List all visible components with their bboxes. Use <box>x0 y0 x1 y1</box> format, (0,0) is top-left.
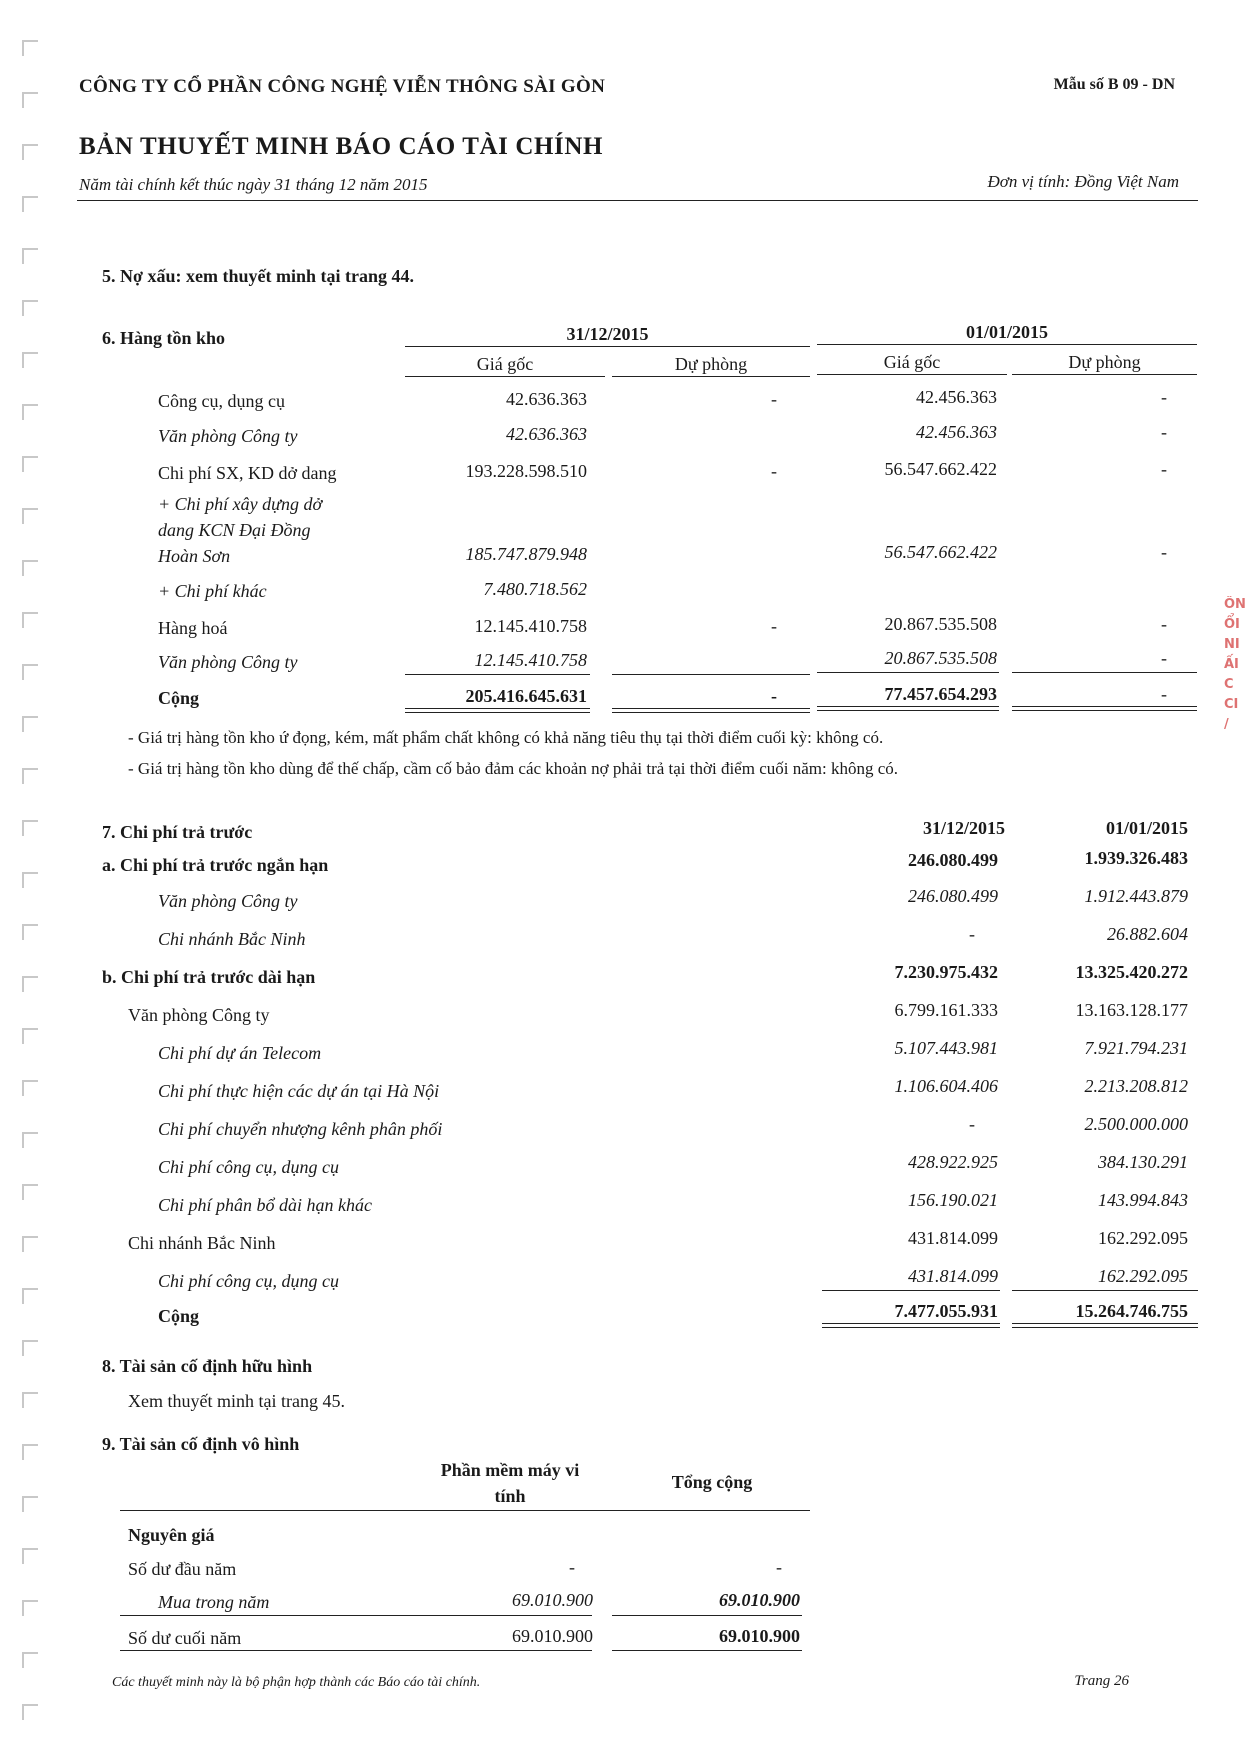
inventory-note: - Giá trị hàng tồn kho ứ đọng, kém, mất phẩm chất không có khả năng tiêu thụ tại thời điểm cuối kỳ: không có. <box>128 728 884 747</box>
intangible-col-software: Phần mềm máy vi <box>440 1460 580 1480</box>
red-stamp-fragment: ÔN ỔI NI ẤI C CI / <box>1224 597 1246 732</box>
prepaid-total-2014: 15.264.746.755 <box>1075 1301 1188 1321</box>
inventory-col-date-2015: 31/12/2015 <box>566 324 649 344</box>
inventory-cost-2014: 20.867.535.508 <box>884 614 997 634</box>
inventory-cost-2015: 42.636.363 <box>506 424 587 444</box>
divider <box>1012 374 1197 375</box>
prepaid-value-2014: 384.130.291 <box>1098 1152 1188 1172</box>
prepaid-value-2015: 1.106.604.406 <box>894 1076 998 1096</box>
binder-mark <box>22 1600 38 1616</box>
inventory-col-prov-2: Dự phòng <box>1068 352 1141 372</box>
double-divider <box>1012 706 1197 711</box>
binder-mark <box>22 612 38 628</box>
prepaid-value-2014: 26.882.604 <box>1107 924 1188 944</box>
prepaid-value-2015: 156.190.021 <box>908 1190 998 1210</box>
prepaid-row-label: b. Chi phí trả trước dài hạn <box>102 967 316 987</box>
double-divider <box>1012 1323 1198 1328</box>
binder-mark <box>22 352 38 368</box>
double-divider <box>612 708 810 713</box>
inventory-prov-2015: - <box>771 461 777 481</box>
prepaid-row-label: Chi phí phân bổ dài hạn khác <box>158 1195 372 1215</box>
prepaid-value-2014: 2.213.208.812 <box>1084 1076 1188 1096</box>
footer-note: Các thuyết minh này là bộ phận hợp thành các Báo cáo tài chính. <box>112 1675 481 1690</box>
prepaid-value-2014: 162.292.095 <box>1098 1266 1188 1286</box>
inventory-total-label: Cộng <box>158 688 200 708</box>
inventory-row-label: Hoàn Sơn <box>158 546 231 566</box>
binder-mark <box>22 1496 38 1512</box>
binder-mark <box>22 1028 38 1044</box>
inventory-col-prov-1: Dự phòng <box>674 354 748 374</box>
binder-mark <box>22 1652 38 1668</box>
section-5-text: 5. Nợ xấu: xem thuyết minh tại trang 44. <box>102 266 414 286</box>
divider <box>1012 1290 1198 1291</box>
inventory-row-label: Công cụ, dụng cụ <box>158 391 285 411</box>
intangible-row-label: Nguyên giá <box>128 1525 215 1545</box>
section-8-text: Xem thuyết minh tại trang 45. <box>128 1391 345 1411</box>
intangible-software-value: 69.010.900 <box>512 1626 593 1646</box>
prepaid-row-label: Chi phí thực hiện các dự án tại Hà Nội <box>158 1081 440 1101</box>
inventory-cost-2014: 56.547.662.422 <box>884 542 997 562</box>
inventory-row-label: dang KCN Đại Đồng <box>158 520 311 540</box>
inventory-cost-2015: 193.228.598.510 <box>465 461 587 481</box>
prepaid-row-label: a. Chi phí trả trước ngắn hạn <box>102 855 329 875</box>
inventory-prov-2014: - <box>1161 614 1167 634</box>
inventory-prov-2014: - <box>1161 387 1167 407</box>
inventory-col-date-2014: 01/01/2015 <box>965 322 1048 342</box>
prepaid-row-label: Chi nhánh Bắc Ninh <box>128 1233 276 1253</box>
binder-mark <box>22 248 38 264</box>
double-divider <box>822 1323 1000 1328</box>
prepaid-value-2015: 6.799.161.333 <box>894 1000 998 1020</box>
inventory-row-label: Văn phòng Công ty <box>158 652 298 672</box>
binder-mark <box>22 40 38 56</box>
intangible-row-label: Số dư cuối năm <box>128 1628 242 1648</box>
page-number: Trang 26 <box>1074 1673 1129 1689</box>
inventory-row-label: + Chi phí xây dựng dở <box>158 494 323 514</box>
binder-mark <box>22 1340 38 1356</box>
prepaid-value-2015: - <box>969 924 975 944</box>
intangible-total-value: 69.010.900 <box>719 1590 800 1610</box>
binder-mark <box>22 92 38 108</box>
inventory-total-prov-2014: - <box>1161 684 1167 704</box>
form-number: Mẫu số B 09 - DN <box>1053 76 1175 93</box>
prepaid-value-2015: 5.107.443.981 <box>894 1038 998 1058</box>
prepaid-row-label: Chi phí công cụ, dụng cụ <box>158 1271 339 1291</box>
divider <box>612 674 810 675</box>
inventory-cost-2015: 7.480.718.562 <box>483 579 587 599</box>
intangible-total-value: - <box>776 1557 782 1577</box>
divider <box>612 376 810 377</box>
divider <box>817 344 1197 345</box>
intangible-row-label: Số dư đầu năm <box>128 1559 237 1579</box>
binder-mark <box>22 300 38 316</box>
divider <box>405 674 590 675</box>
binder-mark <box>22 872 38 888</box>
divider <box>612 1650 802 1651</box>
intangible-col-software: tính <box>494 1486 526 1506</box>
prepaid-total-label: Cộng <box>158 1306 200 1326</box>
divider <box>817 672 999 673</box>
divider <box>612 1615 802 1616</box>
inventory-cost-2014: 20.867.535.508 <box>884 648 997 668</box>
binder-mark <box>22 768 38 784</box>
binder-mark <box>22 820 38 836</box>
prepaid-col-2015: 31/12/2015 <box>922 818 1005 838</box>
inventory-col-cost-1: Giá gốc <box>476 354 534 374</box>
intangible-col-total: Tổng cộng <box>671 1472 753 1492</box>
binder-mark <box>22 144 38 160</box>
divider <box>1012 672 1197 673</box>
prepaid-col-2014: 01/01/2015 <box>1105 818 1188 838</box>
section-6-title: 6. Hàng tồn kho <box>102 328 226 348</box>
inventory-row-label: Chi phí SX, KD dở dang <box>158 463 337 483</box>
inventory-col-cost-2: Giá gốc <box>883 352 941 372</box>
intangible-total-value: 69.010.900 <box>719 1626 800 1646</box>
inventory-prov-2015: - <box>771 389 777 409</box>
divider <box>405 346 810 347</box>
prepaid-row-label: Chi nhánh Bắc Ninh <box>158 929 306 949</box>
inventory-cost-2014: 42.456.363 <box>916 422 997 442</box>
divider <box>120 1510 810 1511</box>
inventory-cost-2014: 42.456.363 <box>916 387 997 407</box>
section-9-title: 9. Tài sản cố định vô hình <box>102 1434 300 1454</box>
inventory-prov-2015: - <box>771 616 777 636</box>
header-divider <box>77 200 1198 201</box>
prepaid-row-label: Văn phòng Công ty <box>128 1005 270 1025</box>
binder-mark <box>22 1184 38 1200</box>
section-7-title: 7. Chi phí trả trước <box>102 822 253 842</box>
binder-mark <box>22 196 38 212</box>
prepaid-value-2014: 1.912.443.879 <box>1084 886 1188 906</box>
binder-mark <box>22 560 38 576</box>
inventory-row-label: + Chi phí khác <box>158 581 267 601</box>
inventory-prov-2014: - <box>1161 422 1167 442</box>
inventory-prov-2014: - <box>1161 459 1167 479</box>
prepaid-row-label: Chi phí công cụ, dụng cụ <box>158 1157 339 1177</box>
binder-mark <box>22 976 38 992</box>
double-divider <box>817 706 999 711</box>
prepaid-value-2015: 246.080.499 <box>908 850 998 870</box>
binder-mark <box>22 1704 38 1720</box>
prepaid-value-2015: 246.080.499 <box>908 886 998 906</box>
fiscal-period: Năm tài chính kết thúc ngày 31 tháng 12 năm 2015 <box>79 175 428 194</box>
prepaid-value-2015: 428.922.925 <box>908 1152 998 1172</box>
inventory-row-label: Hàng hoá <box>158 618 228 638</box>
inventory-cost-2015: 185.747.879.948 <box>465 544 587 564</box>
divider <box>405 376 605 377</box>
company-name: CÔNG TY CỔ PHẦN CÔNG NGHỆ VIỄN THÔNG SÀI GÒN <box>79 76 606 97</box>
inventory-total-prov-2015: - <box>771 686 777 706</box>
prepaid-value-2015: 431.814.099 <box>908 1228 998 1248</box>
inventory-cost-2014: 56.547.662.422 <box>884 459 997 479</box>
intangible-row-label: Mua trong năm <box>158 1592 270 1612</box>
double-divider <box>405 708 590 713</box>
inventory-note: - Giá trị hàng tồn kho dùng để thế chấp, cầm cố bảo đảm các khoản nợ phải trả tại thời điểm cuối năm: không có. <box>128 759 899 778</box>
binder-mark <box>22 404 38 420</box>
prepaid-value-2014: 13.163.128.177 <box>1075 1000 1188 1020</box>
binder-mark <box>22 456 38 472</box>
document-title: BẢN THUYẾT MINH BÁO CÁO TÀI CHÍNH <box>79 133 604 160</box>
prepaid-value-2015: 431.814.099 <box>908 1266 998 1286</box>
prepaid-value-2015: 7.230.975.432 <box>894 962 998 982</box>
prepaid-value-2014: 7.921.794.231 <box>1084 1038 1188 1058</box>
prepaid-value-2015: - <box>969 1114 975 1134</box>
prepaid-row-label: Chi phí chuyển nhượng kênh phân phối <box>158 1119 443 1139</box>
inventory-prov-2014: - <box>1161 648 1167 668</box>
binder-mark <box>22 508 38 524</box>
divider <box>120 1650 592 1651</box>
inventory-prov-2014: - <box>1161 542 1167 562</box>
intangible-software-value: 69.010.900 <box>512 1590 593 1610</box>
binder-mark <box>22 1392 38 1408</box>
intangible-software-value: - <box>569 1557 575 1577</box>
currency-unit: Đơn vị tính: Đồng Việt Nam <box>987 172 1179 191</box>
binder-mark <box>22 1132 38 1148</box>
section-8-title: 8. Tài sản cố định hữu hình <box>102 1356 313 1376</box>
prepaid-value-2014: 2.500.000.000 <box>1084 1114 1188 1134</box>
binder-mark <box>22 1236 38 1252</box>
binder-mark <box>22 924 38 940</box>
binder-mark <box>22 1548 38 1564</box>
binder-mark <box>22 1444 38 1460</box>
divider <box>120 1615 592 1616</box>
inventory-cost-2015: 12.145.410.758 <box>474 616 587 636</box>
prepaid-value-2014: 13.325.420.272 <box>1075 962 1188 982</box>
divider <box>822 1290 1000 1291</box>
inventory-total-cost-2015: 205.416.645.631 <box>465 686 587 706</box>
binder-mark <box>22 664 38 680</box>
divider <box>817 374 1007 375</box>
inventory-total-cost-2014: 77.457.654.293 <box>884 684 997 704</box>
inventory-row-label: Văn phòng Công ty <box>158 426 298 446</box>
inventory-cost-2015: 12.145.410.758 <box>474 650 587 670</box>
inventory-cost-2015: 42.636.363 <box>506 389 587 409</box>
prepaid-value-2014: 1.939.326.483 <box>1084 848 1188 868</box>
binder-mark <box>22 1288 38 1304</box>
prepaid-row-label: Chi phí dự án Telecom <box>158 1043 322 1063</box>
prepaid-value-2014: 162.292.095 <box>1098 1228 1188 1248</box>
binder-mark <box>22 1080 38 1096</box>
prepaid-row-label: Văn phòng Công ty <box>158 891 298 911</box>
prepaid-value-2014: 143.994.843 <box>1098 1190 1188 1210</box>
prepaid-total-2015: 7.477.055.931 <box>894 1301 998 1321</box>
binder-mark <box>22 716 38 732</box>
